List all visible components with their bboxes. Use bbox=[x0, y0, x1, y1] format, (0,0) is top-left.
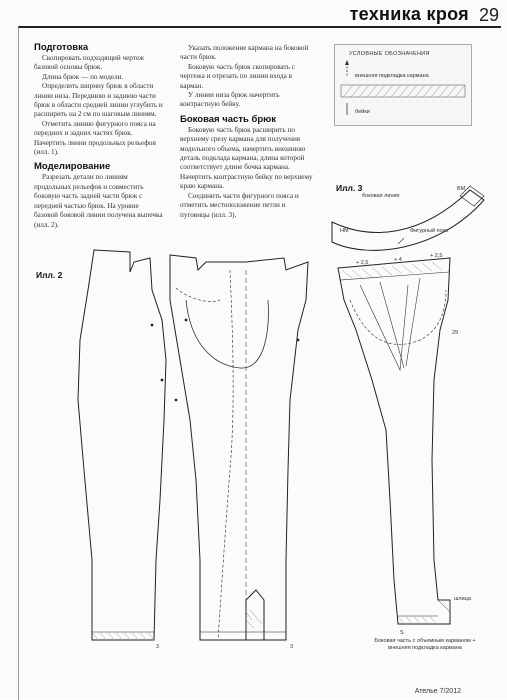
slit-label: шлица bbox=[454, 596, 471, 602]
mark-3-left: 3 bbox=[156, 644, 160, 650]
paragraph: Указать положение кармана на боковой части брюк. bbox=[180, 44, 309, 62]
illustration-2-label: Илл. 2 bbox=[36, 270, 63, 280]
heading-preparation: Подготовка bbox=[34, 42, 89, 53]
legend-title: УСЛОВНЫЕ ОБОЗНАЧЕНИЯ bbox=[349, 51, 430, 57]
footer-issue: Ателье 7/2012 bbox=[414, 688, 461, 695]
allowance-right: + 2,5 bbox=[430, 253, 443, 259]
paragraph: У линии низа брюк начертить контрастную бейку. bbox=[180, 91, 280, 109]
size-29: 29 bbox=[452, 330, 459, 336]
page-number: 29 bbox=[478, 5, 499, 25]
allowance-left: + 2,5 bbox=[356, 260, 369, 266]
paragraph: Соединить части фигурного пояса и отметить местоположение петли и пуговицы (илл. 3). bbox=[180, 191, 299, 219]
nm-mark: НМ bbox=[340, 228, 349, 234]
mark-3-right: 3 bbox=[290, 644, 294, 650]
section-title: техника кроя bbox=[349, 4, 469, 24]
paragraph: Отметить линию фигурного пояса на передних и задних частях брюк. Начертить линии продольных рельефов (илл. 1). bbox=[34, 119, 156, 157]
figure-belt-label: Фигурный пояс bbox=[410, 228, 449, 234]
mark-s: S bbox=[400, 630, 404, 636]
paragraph: Боковую часть брюк расширить по верхнему срезу кармана для получения модельного объема, начертить внешнюю деталь подклада кармана, длина которой соответствует длине бочка кармана. Начертить контрастную бейку по верхнему краю кармана. bbox=[180, 125, 313, 191]
side-line-label: боковая линия bbox=[362, 193, 400, 199]
legend-item-binding: бейки bbox=[355, 109, 370, 115]
allowance-center: + 4 bbox=[394, 257, 402, 263]
paragraph: Скопировать подходящий чертеж базовой основы брюк. bbox=[34, 54, 145, 72]
illustration-3-label: Илл. 3 bbox=[336, 183, 363, 193]
heading-side-part: Боковая часть брюк bbox=[180, 113, 276, 125]
paragraph: Длина брюк — по модели. bbox=[42, 72, 124, 81]
vm-mark: ВМ bbox=[457, 186, 466, 192]
heading-modeling: Моделирование bbox=[34, 161, 111, 173]
illustration-3-caption: Боковая часть с объемным карманом + внешняя подкладка кармана bbox=[374, 638, 476, 651]
paragraph: Определить ширину брюк в области линии низа. Переднюю и заднюю части брюк в области средней линии углубить и расширить на 2 см по шаговым линиям. bbox=[34, 82, 163, 119]
legend-item-lining: внешняя подкладка кармана bbox=[355, 73, 429, 79]
paragraph: Боковую часть брюк скопировать с чертежа и отрезать по линии входа в карман. bbox=[180, 62, 295, 90]
paragraph: Разрезать детали по линиям продольных рельефов и совместить боковую часть задней части брюк с передней частью брюк. На уровне базовой боковой линии получена выпечка (илл. 2). bbox=[34, 173, 163, 229]
